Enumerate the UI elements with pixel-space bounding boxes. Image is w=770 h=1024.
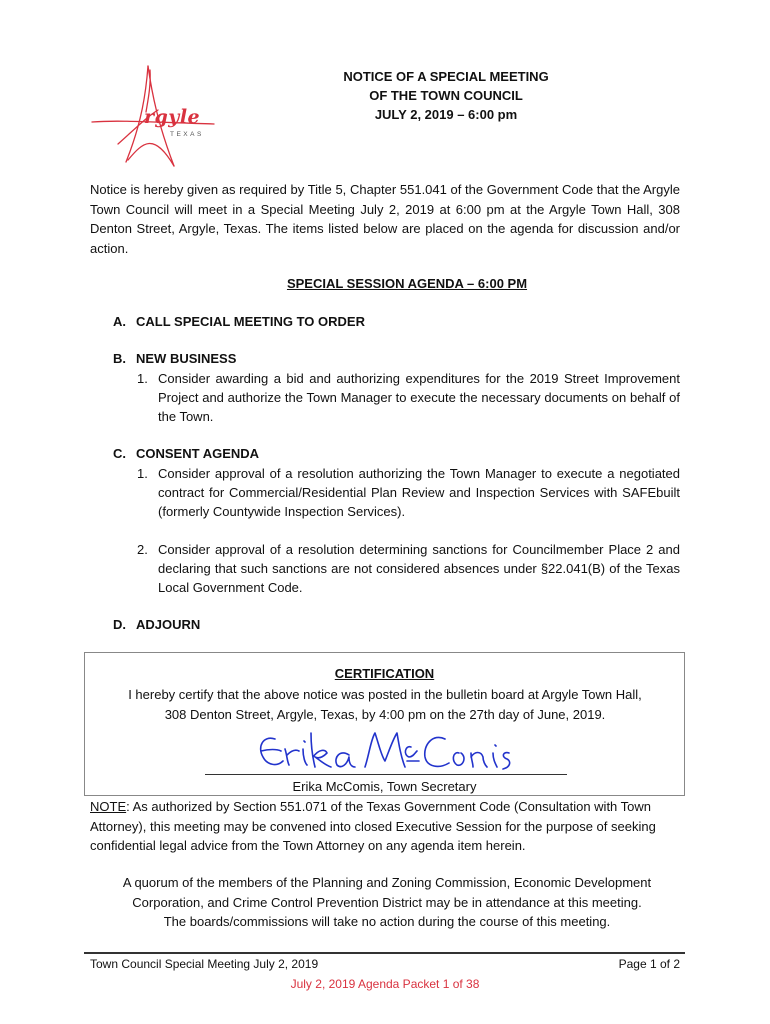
- certification-title: CERTIFICATION: [334, 666, 435, 681]
- certification-text: [95, 685, 675, 725]
- handwritten-signature: [253, 727, 513, 779]
- item-number: 1.: [137, 371, 148, 386]
- quorum-notice: [90, 873, 684, 932]
- agenda-title: SPECIAL SESSION AGENDA – 6:00 PM: [286, 276, 528, 291]
- section-b-heading: [113, 351, 236, 366]
- executive-session-note: [90, 797, 684, 856]
- footer-page-number: Page 1 of 2: [618, 957, 680, 971]
- item-text: Consider approval of a resolution authorizing the Town Manager to execute a negotiated contract for Commercial/Residential Plan Review and Inspection Services with SAFEbuilt (formerly Countywide Inspection Services).: [158, 466, 680, 519]
- item-number: 1.: [137, 466, 148, 481]
- signature-line: [205, 774, 567, 775]
- section-d-heading: [113, 617, 200, 632]
- logo-wordmark: rgyle: [144, 106, 201, 128]
- footer-meeting-title: Town Council Special Meeting July 2, 2019: [90, 957, 319, 971]
- section-c-heading: [113, 446, 259, 461]
- section-title: ADJOURN: [136, 617, 201, 632]
- note-text: : As authorized by Section 551.071 of the Texas Government Code (Consultation with Town Attorney), this meeting may be convened into closed Executive Session for the purpose of seeking confidential legal advice from the Town Attorney on any agenda item herein.: [90, 799, 656, 853]
- section-title: NEW BUSINESS: [136, 351, 237, 366]
- section-letter: A.: [113, 314, 126, 329]
- signer-name: Erika McComis, Town Secretary: [292, 779, 477, 794]
- header-line-1: NOTICE OF A SPECIAL MEETING: [343, 69, 549, 84]
- item-text: Consider awarding a bid and authorizing expenditures for the 2019 Street Improvement Project and authorize the Town Manager to execute the necessary documents on behalf of the Town.: [158, 371, 680, 424]
- item-number: 2.: [137, 542, 148, 557]
- agenda-item-c2: [137, 540, 680, 597]
- certification-box: [84, 652, 685, 796]
- notice-intro: Notice is hereby given as required by Title 5, Chapter 551.041 of the Government Code that the Argyle Town Council will meet in a Special Meeting July 2, 2019 at 6:00 pm at the Argyle Town Hall, 308 Denton Street, Argyle, Texas. The items listed below are placed on the agenda for discussion and/or action.: [90, 182, 680, 256]
- quorum-line-3: The boards/commissions will take no action during the course of this meeting.: [163, 914, 611, 929]
- header-line-2: OF THE TOWN COUNCIL: [369, 88, 523, 103]
- section-a-heading: [113, 314, 365, 329]
- section-letter: B.: [113, 351, 126, 366]
- note-label: NOTE: [90, 799, 127, 814]
- footer-divider: [84, 952, 685, 954]
- section-letter: C.: [113, 446, 126, 461]
- agenda-packet-stamp: July 2, 2019 Agenda Packet 1 of 38: [290, 977, 480, 991]
- agenda-item-c1: [137, 464, 680, 521]
- certification-line-2: 308 Denton Street, Argyle, Texas, by 4:00 pm on the 27th day of June, 2019.: [164, 707, 606, 722]
- certification-line-1: I hereby certify that the above notice was posted in the bulletin board at Argyle Town Hall,: [128, 687, 642, 702]
- section-title: CONSENT AGENDA: [136, 446, 260, 461]
- quorum-line-1: A quorum of the members of the Planning and Zoning Commission, Economic Development: [122, 875, 652, 890]
- notice-header: [260, 67, 632, 124]
- section-letter: D.: [113, 617, 126, 632]
- header-line-3: JULY 2, 2019 – 6:00 pm: [374, 107, 518, 122]
- logo-subtext: TEXAS: [170, 131, 204, 138]
- signature-image: [253, 727, 513, 779]
- argyle-logo: [88, 62, 218, 174]
- agenda-item-b1: [137, 369, 680, 426]
- item-text: Consider approval of a resolution determining sanctions for Councilmember Place 2 and declaring that such sanctions are not considered absences under §22.041(B) of the Texas Local Government Code.: [158, 542, 680, 595]
- quorum-line-2: Corporation, and Crime Control Prevention District may be in attendance at this meeting.: [132, 894, 642, 910]
- section-title: CALL SPECIAL MEETING TO ORDER: [136, 314, 365, 329]
